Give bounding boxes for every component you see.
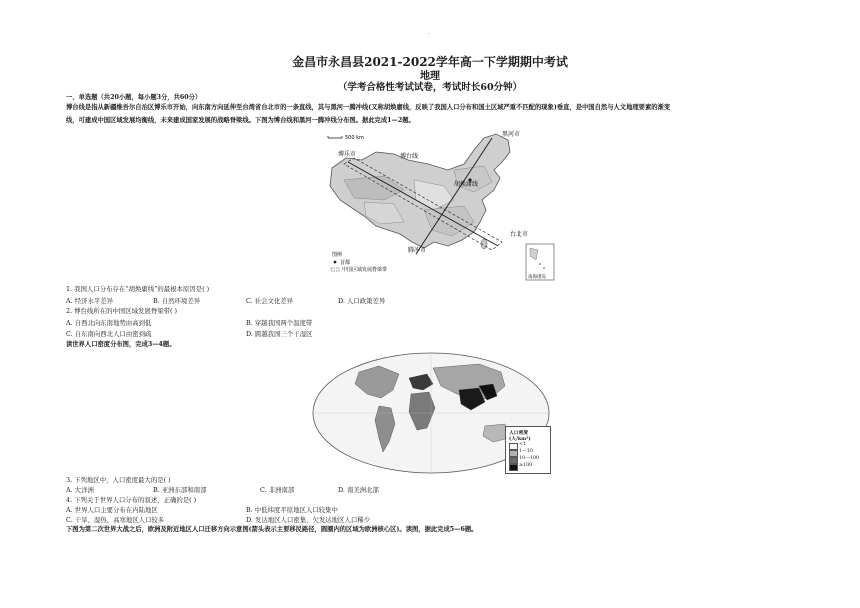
label-bole: 博乐市 — [338, 151, 357, 158]
china-map-figure — [324, 130, 556, 282]
scale-bar — [328, 135, 364, 141]
svg-text:中国区域发展脊梁带: 中国区域发展脊梁带 — [342, 267, 388, 273]
legend-label-1: <1 — [519, 442, 527, 447]
legend-swatch-3 — [509, 457, 518, 464]
q1-stem: 1. 我国人口分布存在“胡焕庸线”的最根本原因是( ) — [66, 285, 210, 293]
legend-swatch-4 — [509, 464, 518, 471]
q2-option-c: C. 自东南向西北人口由密到疏 — [66, 330, 152, 338]
q2-stem: 2. 博台线所在的中国区域发展脊梁带( ) — [66, 307, 178, 315]
top-mark: . — [428, 29, 430, 36]
q2-option-d: D. 跨越我国三个干湿区 — [246, 330, 313, 338]
legend-swatch-1 — [509, 443, 518, 450]
south-sea-inset — [526, 244, 554, 280]
q1-option-c: C. 社会文化差异 — [246, 297, 294, 305]
legend-label-3: 10—100 — [519, 456, 540, 461]
q3-option-c: C. 非洲南部 — [260, 486, 295, 494]
label-heihe: 黑河市 — [502, 131, 521, 138]
q3-option-a: A. 大洋洲 — [66, 486, 94, 494]
legend-label-4: ≥100 — [519, 463, 533, 468]
q3-stem: 3. 下列地区中，人口密度最大的是( ) — [66, 476, 171, 484]
legend-label-2: 1—10 — [519, 449, 533, 454]
label-tengchong: 腾冲市 — [408, 247, 427, 254]
q1-option-b: B. 自然环境差异 — [153, 297, 201, 305]
intro-q5-6: 下图为第二次世界大战之后，欧洲及附近地区人口迁移方向示意图(箭头表示主要移民路径，圆圈内的区域为欧洲核心区)。读图，据此完成5—6题。 — [66, 526, 478, 533]
label-taibei: 台北市 — [510, 231, 529, 238]
q4-option-a: A. 世界人口主要分布在内陆地区 — [66, 506, 158, 514]
q2-option-b: B. 穿越我国两个温度带 — [246, 319, 313, 327]
q4-option-c: C. 干旱、湿热、高寒地区人口较多 — [66, 516, 165, 524]
exam-title: 金昌市永昌县2021-2022学年高一下学期期中考试 — [292, 55, 568, 69]
svg-text:南海诸岛: 南海诸岛 — [528, 275, 546, 280]
svg-text:首都: 首都 — [340, 260, 351, 266]
svg-text:图例: 图例 — [332, 252, 343, 258]
intro-q3-4: 读世界人口密度分布图，完成3—4题。 — [66, 341, 176, 348]
label-hu: 胡焕庸线 — [454, 181, 479, 188]
exam-subject: 地理 — [420, 71, 440, 82]
label-botai: 博台线 — [400, 153, 419, 160]
q3-option-d: D. 南美洲北部 — [338, 486, 379, 494]
exam-note: （学考合格性考试试卷，考试时长60分钟） — [337, 82, 523, 93]
svg-text:500 km: 500 km — [345, 135, 364, 141]
population-density-legend — [505, 426, 551, 474]
q4-option-b: B. 中低纬度平原地区人口较集中 — [246, 506, 338, 514]
section-heading: 一、单选题（共20小题，每小题3分，共60分） — [66, 94, 202, 101]
q1-option-a: A. 经济水平差异 — [66, 297, 114, 305]
intro-paragraph-line-2: 线，可建成中国区域发展均衡线，未来建成国家发展的战略脊梁线。下图为博台线和黑河一腾冲线分布图。据此完成1—2题。 — [66, 117, 415, 124]
q1-option-d: D. 人口政策差异 — [338, 297, 386, 305]
legend-title-1: 人口密度 — [509, 430, 529, 436]
q4-stem: 4. 下列关于世界人口分布的叙述，正确的是( ) — [66, 496, 197, 504]
map-legend — [331, 251, 387, 273]
q3-option-b: B. 亚洲东部和南部 — [153, 486, 207, 494]
q4-option-d: D. 发达地区人口密集，欠发达地区人口稀少 — [246, 516, 370, 524]
legend-title-2: (人/km²) — [509, 436, 531, 442]
legend-swatch-2 — [509, 450, 518, 457]
q2-option-a: A. 自西北向东南地势由高到低 — [66, 319, 152, 327]
intro-paragraph-line-1: 博台线是指从新疆维吾尔自治区博乐市开始，向东南方向延伸至台湾省台北市的一条直线，其与黑河一腾冲线(又称胡焕庸线，反映了我国人口分布和国土区域严重不匹配的现象)垂直，是中国自然与人文地理要素的渐变 — [66, 104, 671, 111]
